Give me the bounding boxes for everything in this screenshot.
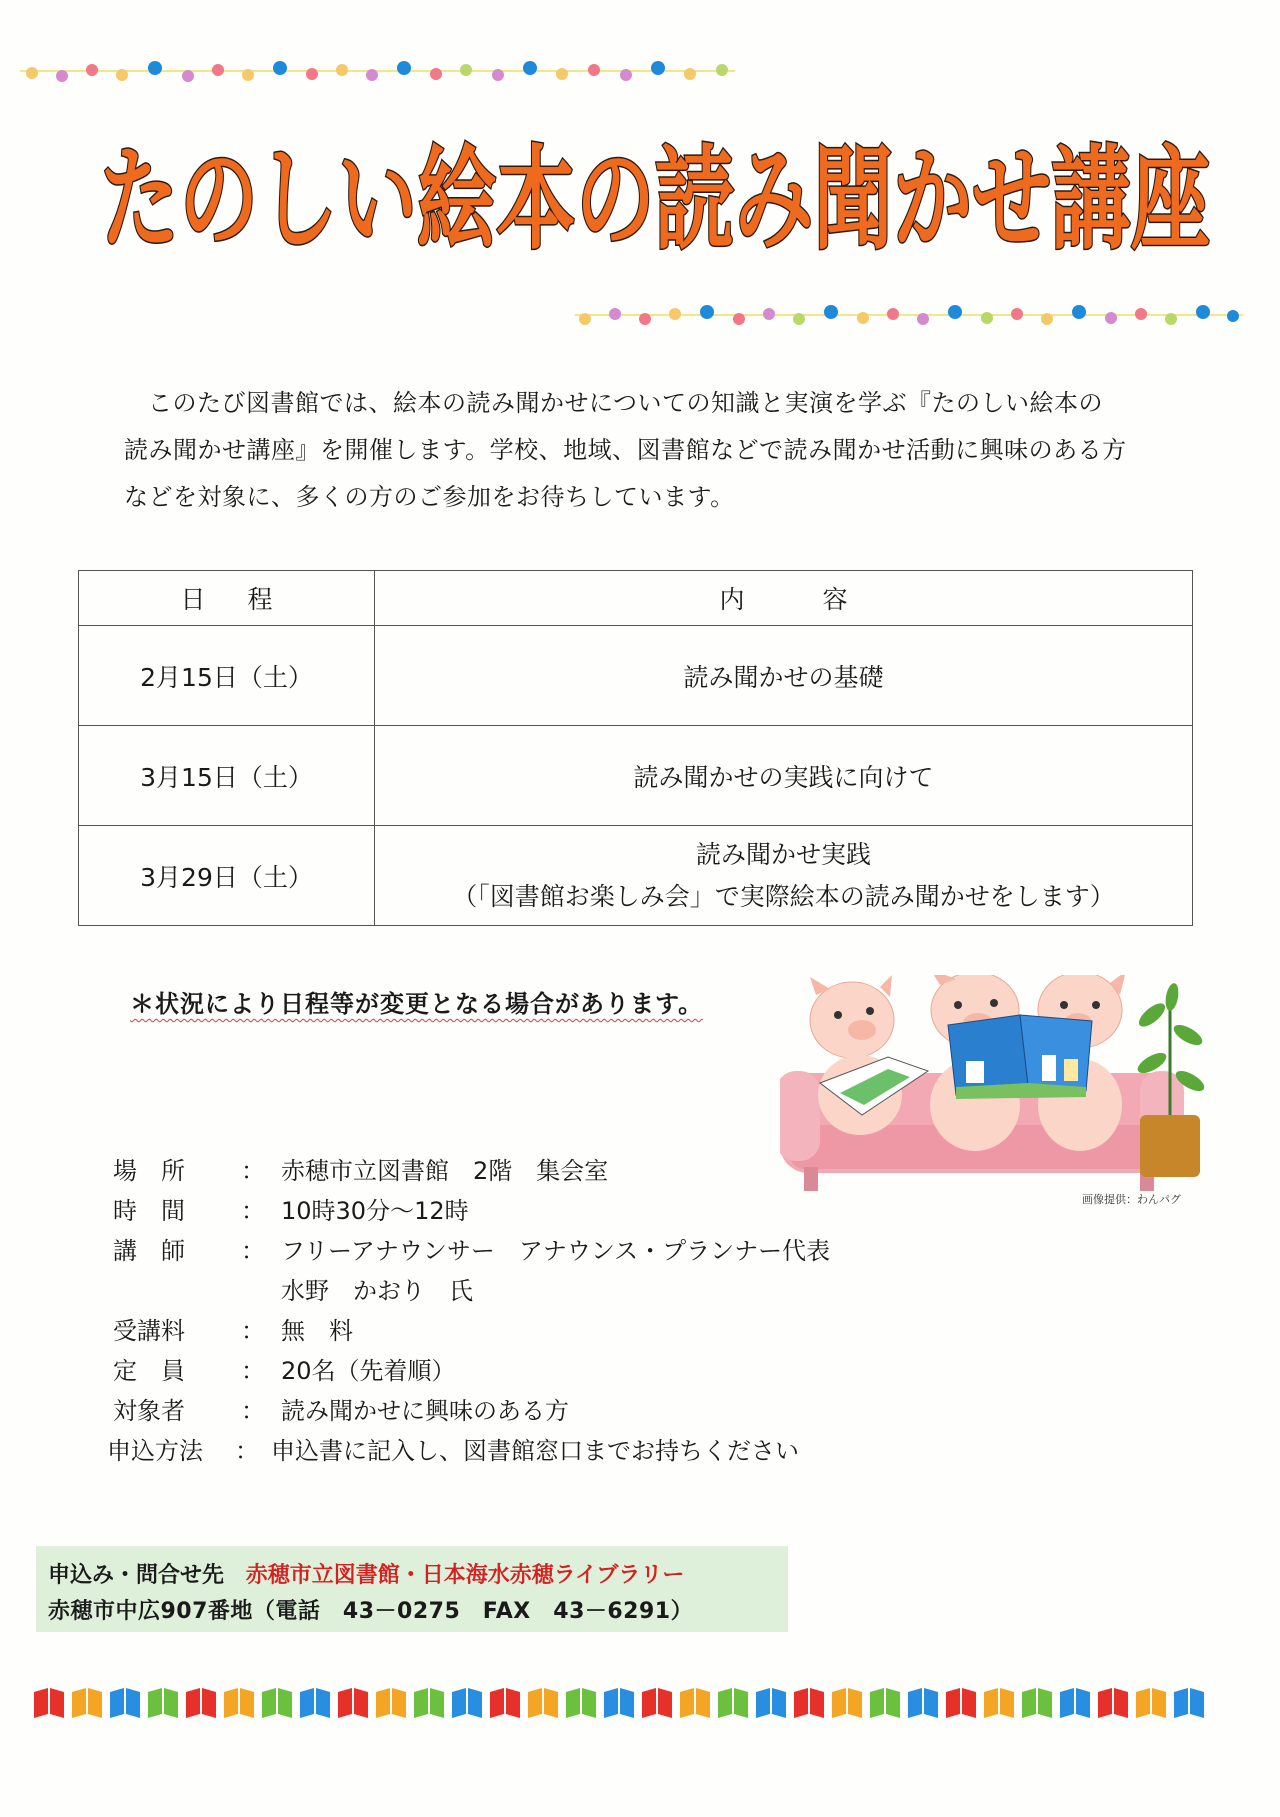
row-content-line: 読み聞かせ実践	[695, 839, 871, 869]
pigs-reading-illustration	[780, 975, 1230, 1200]
detail-row-apply	[107, 1428, 830, 1468]
detail-label: 時 間	[113, 1196, 185, 1225]
detail-label: 定 員	[113, 1356, 185, 1385]
book-icon	[72, 1688, 102, 1718]
book-icon	[300, 1688, 330, 1718]
detail-colon: ：	[241, 1396, 265, 1425]
table-row	[79, 626, 1193, 726]
detail-value: 読み聞かせに興味のある方	[281, 1396, 569, 1425]
table-header-row	[79, 571, 1193, 626]
book-icon	[528, 1688, 558, 1718]
book-icon	[756, 1688, 786, 1718]
detail-label: 講 師	[113, 1236, 185, 1265]
detail-label: 申込方法	[107, 1436, 203, 1465]
detail-value: 赤穂市立図書館 2階 集会室	[281, 1156, 609, 1185]
detail-colon: ：	[241, 1236, 265, 1265]
intro-line: このたび図書館では、絵本の読み聞かせについての知識と実演を学ぶ『たのしい絵本の	[148, 389, 1104, 417]
contact-address: 赤穂市中広907番地（電話 43－0275 FAX 43－6291）	[48, 1599, 694, 1624]
contact-box	[36, 1546, 788, 1632]
book-icon	[642, 1688, 672, 1718]
detail-row-place	[113, 1148, 830, 1188]
row-date: 3月15日（土）	[79, 726, 375, 826]
detail-row-capacity	[113, 1348, 830, 1388]
book-icon	[148, 1688, 178, 1718]
contact-line	[48, 1558, 774, 1594]
detail-row-lecturer-name	[113, 1268, 830, 1308]
table-row	[79, 826, 1193, 926]
book-icon	[908, 1688, 938, 1718]
book-icon	[262, 1688, 292, 1718]
detail-colon: ：	[241, 1316, 265, 1345]
row-content: 読み聞かせの実践に向けて	[375, 726, 1193, 826]
top-dot-garland	[20, 56, 740, 86]
intro-line: などを対象に、多くの方のご参加をお待ちしています。	[124, 483, 735, 511]
detail-value: 申込書に記入し、図書館窓口までお持ちください	[271, 1436, 799, 1465]
book-icon	[1098, 1688, 1128, 1718]
detail-colon: ：	[241, 1156, 265, 1185]
detail-value: 水野 かおり 氏	[281, 1276, 473, 1305]
row-content: 読み聞かせの基礎	[375, 626, 1193, 726]
detail-value: 無 料	[281, 1316, 353, 1345]
detail-label: 対象者	[113, 1396, 185, 1425]
book-icon	[604, 1688, 634, 1718]
detail-label: 受講料	[113, 1316, 185, 1345]
detail-value: 20名（先着順）	[281, 1356, 456, 1385]
intro-line: 読み聞かせ講座』を開催します。学校、地域、図書館などで読み聞かせ活動に興味のある方	[124, 436, 1127, 464]
row-content	[375, 826, 1193, 926]
table-row	[79, 726, 1193, 826]
book-icon	[1022, 1688, 1052, 1718]
book-icon	[110, 1688, 140, 1718]
book-icon	[832, 1688, 862, 1718]
row-date: 3月29日（土）	[79, 826, 375, 926]
page-title	[90, 118, 1220, 278]
book-icon	[870, 1688, 900, 1718]
book-icon	[338, 1688, 368, 1718]
header-date: 日程	[79, 571, 375, 626]
book-icon	[718, 1688, 748, 1718]
book-icon	[1060, 1688, 1090, 1718]
book-icon	[224, 1688, 254, 1718]
detail-colon: ：	[241, 1196, 265, 1225]
book-icon	[566, 1688, 596, 1718]
detail-colon: ：	[241, 1356, 265, 1385]
book-icon	[34, 1688, 64, 1718]
detail-row-time	[113, 1188, 830, 1228]
book-icon	[414, 1688, 444, 1718]
book-icon	[680, 1688, 710, 1718]
schedule-note: ＊状況により日程等が変更となる場合があります。	[130, 990, 704, 1018]
detail-value: 10時30分～12時	[281, 1196, 469, 1225]
detail-row-fee	[113, 1308, 830, 1348]
event-details	[107, 1148, 831, 1468]
intro-paragraph	[124, 380, 1184, 521]
book-icon	[1174, 1688, 1204, 1718]
row-content-line: （「図書館お楽しみ会」で実際絵本の読み聞かせをします）	[452, 881, 1115, 911]
contact-label: 申込み・問合せ先	[48, 1563, 225, 1588]
detail-label: 場 所	[113, 1156, 185, 1185]
detail-value: フリーアナウンサー アナウンス・プランナー代表	[281, 1236, 831, 1265]
row-date: 2月15日（土）	[79, 626, 375, 726]
book-icon	[376, 1688, 406, 1718]
book-icon	[984, 1688, 1014, 1718]
contact-org: 赤穂市立図書館・日本海水赤穂ライブラリー	[245, 1563, 685, 1588]
book-icon	[186, 1688, 216, 1718]
detail-colon: ：	[235, 1436, 259, 1465]
detail-row-lecturer	[113, 1228, 830, 1268]
book-icon	[490, 1688, 520, 1718]
title-text: たのしい絵本の読み聞かせ講座	[100, 135, 1210, 265]
book-border	[34, 1688, 1234, 1724]
header-content: 内容	[375, 571, 1193, 626]
book-icon	[946, 1688, 976, 1718]
title-dot-garland	[575, 300, 1245, 330]
book-icon	[1136, 1688, 1166, 1718]
schedule-table	[78, 570, 1193, 926]
book-icon	[794, 1688, 824, 1718]
detail-row-target	[113, 1388, 830, 1428]
book-icon	[452, 1688, 482, 1718]
image-credit: 画像提供：わんパグ	[1082, 1193, 1181, 1206]
